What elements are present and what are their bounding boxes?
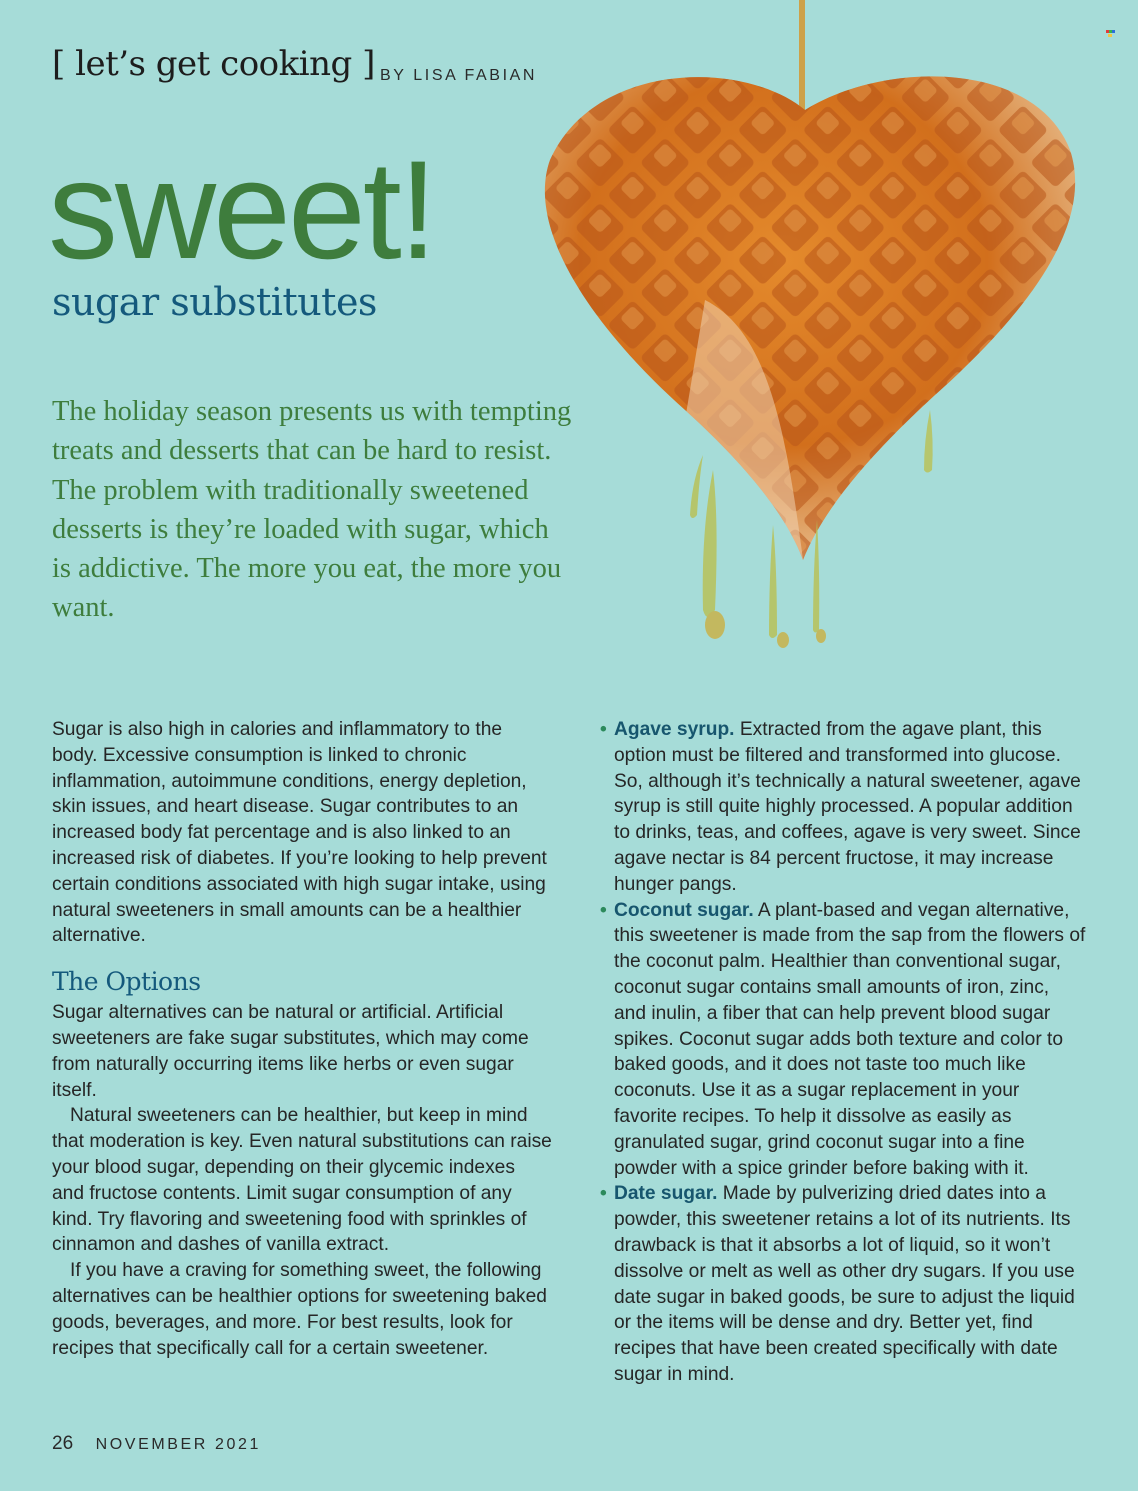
page-footer: [52, 1433, 261, 1455]
bullet-icon: •: [600, 1183, 607, 1205]
right-column: [600, 717, 1086, 1388]
bullet-text: Extracted from the agave plant, this option must be filtered and transformed into glucose. So, although it’s technically a natural sweetener, agave syrup is still quite highly processed. A popular addition to drinks, teas, and coffees, agave is very sweet. Since agave nectar is 84 percent fructose, it may increase hunger pangs.: [614, 719, 1081, 895]
list-item: [600, 898, 1086, 1182]
intro-paragraph: The holiday season presents us with tempting treats and desserts that can be hard to resist. The problem with traditionally sweetened desserts is they’re loaded with sugar, which is addictive. The more you eat, the more you want.: [52, 396, 572, 624]
left-column: [52, 717, 552, 1361]
headline: sweet!: [48, 131, 435, 288]
body-paragraph: Sugar alternatives can be natural or artificial. Artificial sweeteners are fake sugar substitutes, which may come from naturally occurring items like herbs or even sugar itself.: [52, 1002, 529, 1101]
options-heading: The Options: [52, 967, 201, 997]
section-label: [ let’s get cooking ]: [52, 44, 375, 84]
color-registration-icon: [1106, 30, 1116, 38]
list-item: [600, 717, 1086, 898]
body-paragraph: Natural sweeteners can be healthier, but keep in mind that moderation is key. Even natural substitutions can raise your blood sugar, depending on their glycemic indexes and fructose contents. Limit sugar consumption of any kind. Try flavoring and sweetening food with sprinkles of cinnamon and dashes of vanilla extract.: [52, 1105, 552, 1256]
page-number: 26: [52, 1433, 74, 1454]
bullet-term: Date sugar.: [614, 1183, 718, 1205]
byline: BY LISA FABIAN: [380, 67, 538, 84]
body-paragraph: If you have a craving for something sweet, the following alternatives can be healthier options for sweetening baked goods, beverages, and more. For best results, look for recipes that specifically call for a certain sweetener.: [52, 1260, 547, 1359]
subheadline: sugar substitutes: [52, 280, 377, 324]
list-item: [600, 1181, 1086, 1387]
bullet-term: Agave syrup.: [614, 719, 735, 740]
heart-waffle-image: [535, 0, 1095, 660]
bullet-text: Made by pulverizing dried dates into a powder, this sweetener retains a lot of its nutrients. Its drawback is that it absorbs a lot of liquid, so it won’t dissolve or melt as well as other dry sugars. If you use date sugar in baked goods, be sure to adjust the liquid or the items will be dense and dry. Better yet, find recipes that have been created specifically with date sugar in mind.: [614, 1183, 1075, 1385]
body-paragraph: Sugar is also high in calories and inflammatory to the body. Excessive consumption is linked to chronic inflammation, autoimmune conditions, energy depletion, skin issues, and heart disease. Sugar contributes to an increased body fat percentage and is also linked to an increased risk of diabetes. If you’re looking to help prevent certain conditions associated with high sugar intake, using natural sweeteners in small amounts can be a healthier alternative.: [52, 719, 547, 947]
bullet-text: A plant-based and vegan alternative, this sweetener is made from the sap from the flowers of the coconut palm. Healthier than conventional sugar, coconut sugar contains small amounts of iron, zinc, and inulin, a fiber that can help prevent blood sugar spikes. Coconut sugar adds both texture and color to baked goods, and it does not taste too much like coconuts. Use it as a sugar replacement in your favorite recipes. To help it dissolve as easily as granulated sugar, grind coconut sugar into a fine powder with a spice grinder before baking with it.: [614, 899, 1086, 1179]
bullet-icon: •: [600, 719, 607, 740]
issue-date: NOVEMBER 2021: [95, 1436, 262, 1453]
bullet-term: Coconut sugar.: [614, 899, 754, 921]
bullet-icon: •: [600, 899, 607, 921]
